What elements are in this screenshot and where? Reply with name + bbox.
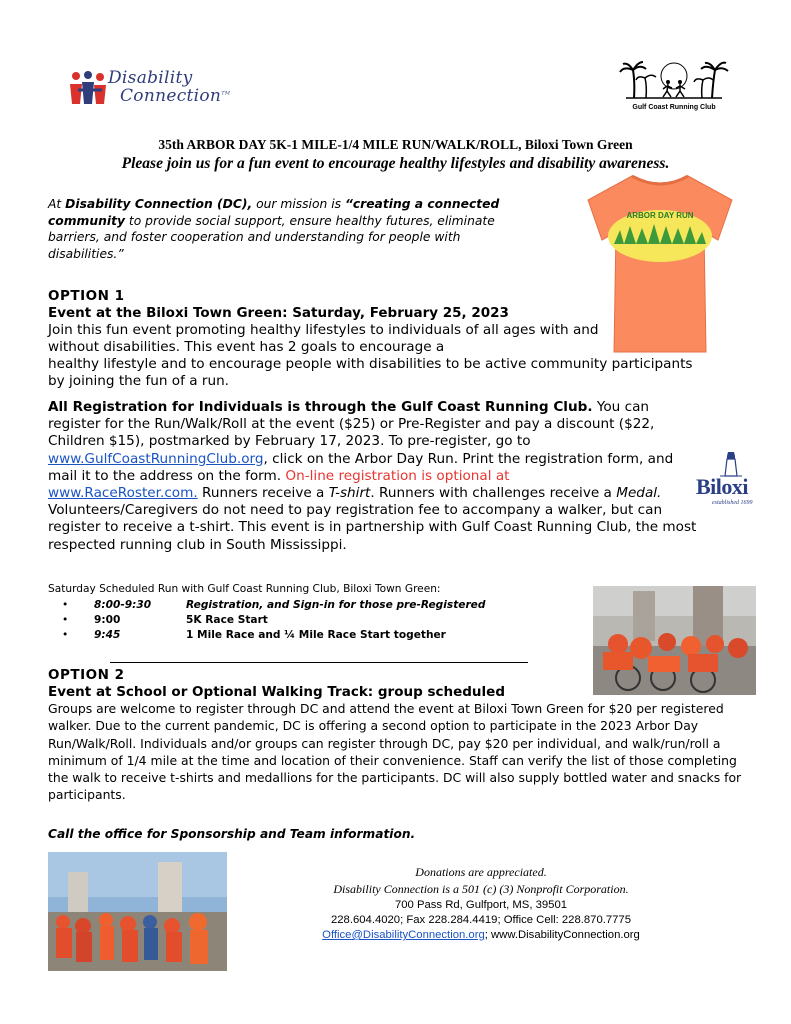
logo-line2: Connection™: [120, 86, 231, 106]
event-subtitle: Please join us for a fun event to encourage healthy lifestyles and disability awareness.: [121, 155, 670, 172]
event-photo-crowd: [48, 852, 227, 971]
option1-registration-paragraph: All Registration for Individuals is through the Gulf Coast Running Club. You can register for the Run/Walk/Roll at the event ($25) or Pre-Register and pay a discount ($22, Children $15), postmarked by February 17, 2023. To pre-register, go to www.GulfCoastRunningClub.org, click on the Arbor Day Run. Print the registration form, and mail it to the address on the form. On-line registration is optional at: [48, 399, 674, 484]
event-photo-wheelchairs: [593, 586, 756, 695]
email-website-line: Office@DisabilityConnection.org; www.DisabilityConnection.org: [322, 929, 640, 941]
sponsorship-note: Call the office for Sponsorship and Team information.: [48, 827, 416, 841]
logo-line1: Disability: [108, 68, 193, 88]
schedule-time: 9:00: [94, 614, 121, 626]
schedule-time: 9:45: [94, 629, 121, 641]
option1-intro-paragraph-cont: healthy lifestyle and to encourage people with disabilities to be active community participants by joining the fun of a run.: [48, 356, 693, 390]
contact-block: [296, 864, 666, 943]
donations-line: Donations are appreciated.: [415, 865, 547, 879]
bullet-icon: •: [62, 629, 69, 641]
option2-subhead: Event at School or Optional Walking Track: group scheduled: [48, 684, 505, 700]
bullet-icon: •: [62, 614, 69, 626]
option1-subhead: Event at the Biloxi Town Green: Saturday, February 25, 2023: [48, 305, 509, 321]
schedule-desc: Registration, and Sign-in for those pre-Registered: [186, 599, 486, 611]
nonprofit-line: Disability Connection is a 501 (c) (3) Nonprofit Corporation.: [333, 882, 629, 896]
schedule-time: 8:00-9:30: [94, 599, 152, 611]
raceroster-link[interactable]: www.RaceRoster.com.: [48, 485, 198, 501]
schedule-desc: 5K Race Start: [186, 614, 268, 626]
tshirt-print-text: ARBOR DAY RUN: [626, 211, 694, 220]
gulf-coast-caption: Gulf Coast Running Club: [632, 104, 716, 111]
option1-intro-paragraph: Join this fun event promoting healthy lifestyles to individuals of all ages with and without disabilities. This event has 2 goals to encourage a: [48, 322, 599, 356]
people-logo-icon: [68, 70, 112, 106]
palm-runners-icon: [618, 58, 730, 104]
schedule-desc: 1 Mile Race and ¼ Mile Race Start together: [186, 629, 446, 641]
gulf-coast-link[interactable]: www.GulfCoastRunningClub.org: [48, 450, 264, 467]
tshirt-image: [586, 170, 734, 355]
mission-statement: At Disability Connection (DC), our mission is “creating a connected community to provide social support, ensure healthy futures, eliminate barriers, and foster cooperation and understanding for people with disabilities.”: [48, 197, 500, 261]
disability-connection-logo: [68, 66, 243, 112]
bullet-icon: •: [62, 599, 69, 611]
address-line: 700 Pass Rd, Gulfport, MS, 39501: [394, 899, 568, 911]
event-title: 35th ARBOR DAY 5K-1 MILE-1/4 MILE RUN/WALK/ROLL, Biloxi Town Green: [158, 137, 633, 152]
section-divider: [110, 662, 528, 663]
org-name: Disability Connection (DC),: [65, 197, 253, 211]
email-link[interactable]: Office@DisabilityConnection.org: [322, 929, 485, 941]
gulf-coast-running-club-logo: [618, 58, 730, 118]
biloxi-name: Biloxi: [696, 474, 749, 499]
option1-details-paragraph: www.RaceRoster.com. Runners receive a T-shirt. Runners with challenges receive a Medal. Volunteers/Caregivers do not need to pay registration fee to accompany a walker, but can register to receive a t-shirt. This event is in partnership with Gulf Coast Running Club, the most respected running club in South Mississippi.: [48, 485, 697, 553]
biloxi-logo: [694, 450, 766, 514]
option1-label: OPTION 1: [48, 288, 125, 304]
schedule-heading: Saturday Scheduled Run with Gulf Coast Running Club, Biloxi Town Green:: [48, 583, 441, 595]
biloxi-established: established 1699: [712, 500, 753, 506]
option2-label: OPTION 2: [48, 667, 125, 683]
option2-paragraph: Groups are welcome to register through DC and attend the event at Biloxi Town Green for $20 per registered walker. Due to the current pandemic, DC is offering a second option to participate in the 2023 Arbor Day Run/Walk/Roll. Individuals and/or groups can register through DC, pay $20 per individual, and walk/run/roll a minimum of 1/4 mile at the time and location of their convenience. Staff can verify the list of those completing the walk to receive t-shirts and medallions for the participants. DC will also supply bottled water and snacks for participants.: [48, 701, 742, 803]
phone-line: 228.604.4020; Fax 228.284.4419; Office Cell: 228.870.7775: [330, 914, 632, 926]
